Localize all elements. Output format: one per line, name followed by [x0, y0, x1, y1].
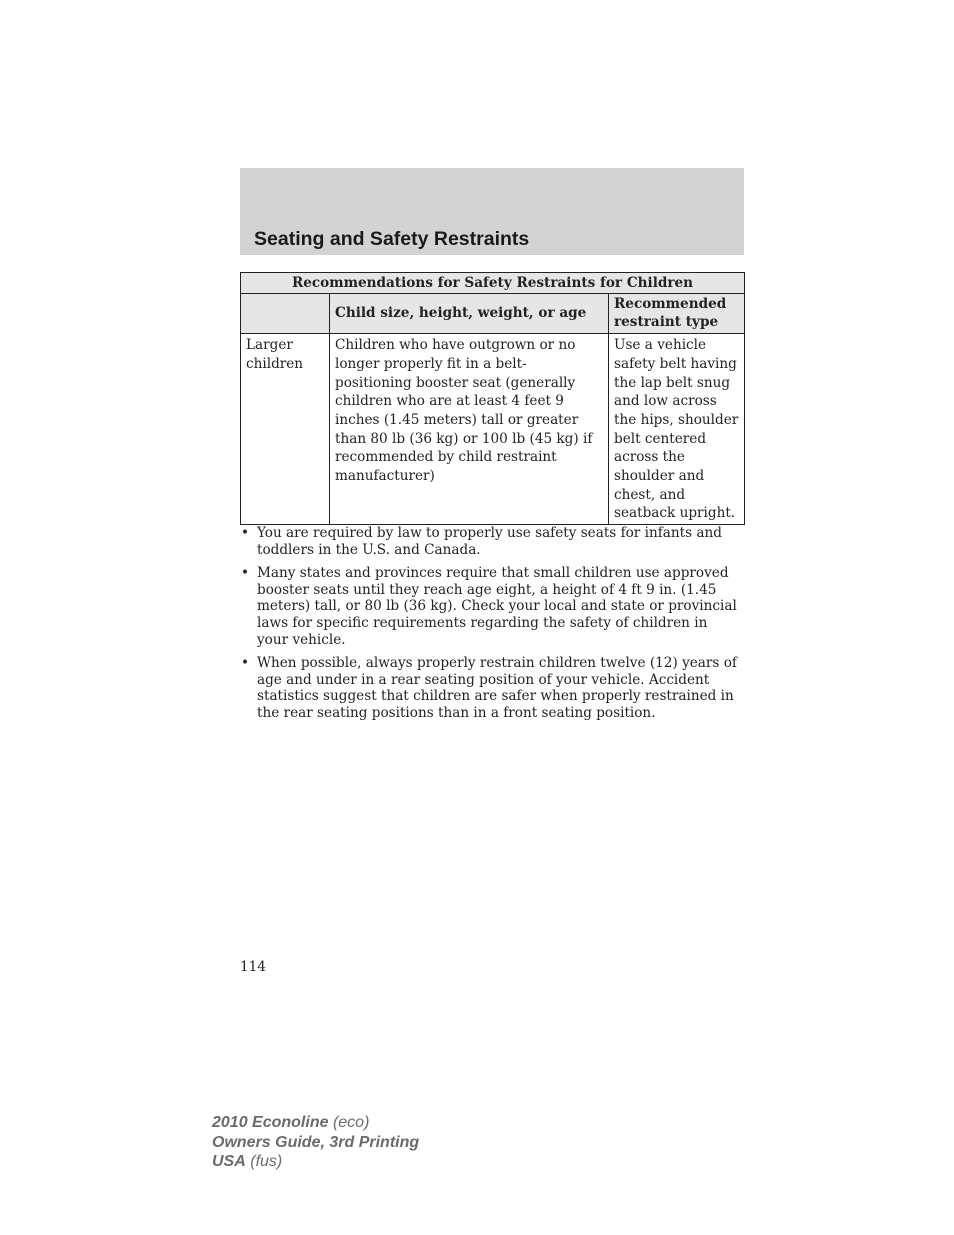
bullet-icon: •	[241, 655, 250, 672]
list-item	[240, 525, 740, 558]
table-row	[241, 334, 745, 525]
table-caption-row	[241, 273, 745, 294]
footer-market: USA	[212, 1153, 246, 1170]
restraint-recommendations-table	[240, 272, 745, 525]
section-title: Seating and Safety Restraints	[254, 228, 530, 250]
document-footer	[212, 1113, 419, 1172]
list-item-text: When possible, always properly restrain children twelve (12) years of age and under in a rear seating position of your vehicle. Accident statistics suggest that children are safer when properly restrained in the rear seating positions than in a front seating position.	[257, 655, 737, 721]
column-header-category	[241, 293, 330, 333]
table-caption: Recommendations for Safety Restraints for Children	[241, 273, 745, 294]
footer-market-code: (fus)	[250, 1153, 283, 1170]
footer-line-model	[212, 1113, 419, 1133]
list-item	[240, 655, 740, 721]
column-header-size: Child size, height, weight, or age	[330, 293, 609, 333]
list-item-text: Many states and provinces require that small children use approved booster seats until they reach age eight, a height of 4 ft 9 in. (1.45 meters) tall, or 80 lb (36 kg). Check your local and state or provincial laws for specific requirements regarding the safety of children in your vehicle.	[257, 565, 737, 648]
footer-guide: Owners Guide, 3rd Printing	[212, 1133, 420, 1151]
footer-model: 2010 Econoline	[212, 1114, 329, 1131]
footer-model-code: (eco)	[332, 1114, 370, 1131]
cell-size: Children who have outgrown or no longer properly fit in a belt-positioning booster seat (generally children who are at least 4 feet 9 inches (1.45 meters) tall or greater than 80 lb (36 kg) or 100 lb (45 kg) if recommended by child restraint manufacturer)	[330, 334, 609, 525]
bullet-list	[240, 525, 740, 729]
bullet-icon: •	[241, 565, 250, 582]
column-header-restraint: Recommended restraint type	[609, 293, 745, 333]
list-item-text: You are required by law to properly use safety seats for infants and toddlers in the U.S. and Canada.	[257, 525, 722, 558]
page-number: 114	[240, 959, 266, 975]
section-header-band	[240, 168, 744, 255]
footer-line-guide	[212, 1133, 419, 1153]
cell-restraint: Use a vehicle safety belt having the lap belt snug and low across the hips, shoulder belt centered across the shoulder and chest, and seatback upright.	[609, 334, 745, 525]
bullet-icon: •	[241, 525, 250, 541]
table-header-row	[241, 293, 745, 333]
list-item	[240, 565, 740, 648]
footer-line-market	[212, 1152, 419, 1172]
cell-category: Larger children	[241, 334, 330, 525]
